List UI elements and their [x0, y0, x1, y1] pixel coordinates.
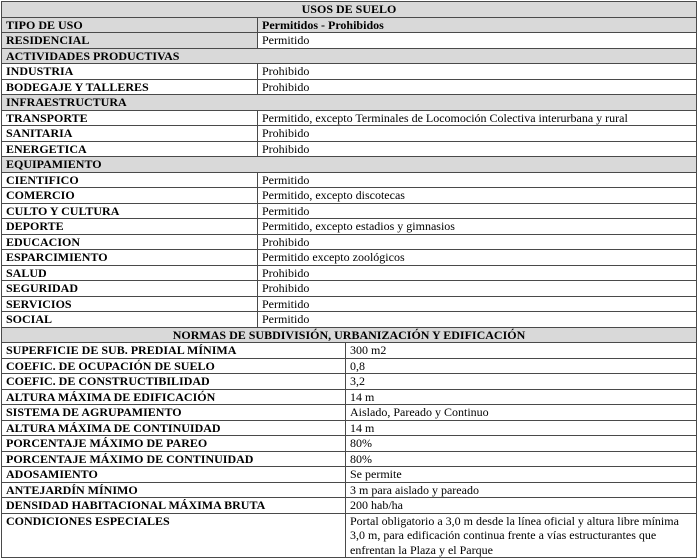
- row-label: ADOSAMIENTO: [2, 467, 346, 483]
- table-row: [2, 33, 697, 49]
- category-label: EQUIPAMIENTO: [2, 157, 697, 173]
- row-label: CIENTIFICO: [2, 172, 258, 188]
- row-label: SUPERFICIE DE SUB. PREDIAL MÍNIMA: [2, 343, 346, 359]
- row-label: CULTO Y CULTURA: [2, 203, 258, 219]
- table-row: [2, 451, 697, 467]
- row-value: 3 m para aislado y pareado: [346, 482, 697, 498]
- row-value: Se permite: [346, 467, 697, 483]
- row-label: COMERCIO: [2, 188, 258, 204]
- category-row: [2, 95, 697, 111]
- column-header-permitidos-prohibidos: Permitidos - Prohibidos: [258, 17, 697, 33]
- table-row: [2, 203, 697, 219]
- table-row: [2, 405, 697, 421]
- row-value: Permitido: [258, 203, 697, 219]
- row-label: ALTURA MÁXIMA DE EDIFICACIÓN: [2, 389, 346, 405]
- table-row: [2, 265, 697, 281]
- usos-de-suelo-table: [1, 1, 697, 328]
- row-value: 14 m: [346, 389, 697, 405]
- table-row: [2, 219, 697, 235]
- table-row: [2, 358, 697, 374]
- row-label: ESPARCIMIENTO: [2, 250, 258, 266]
- row-label: SOCIAL: [2, 312, 258, 328]
- table-row: [2, 467, 697, 483]
- row-value: Prohibido: [258, 281, 697, 297]
- row-value: Permitido: [258, 33, 697, 49]
- row-label: BODEGAJE Y TALLERES: [2, 79, 258, 95]
- row-value: Permitido: [258, 172, 697, 188]
- row-label: INDUSTRIA: [2, 64, 258, 80]
- table-row: [2, 420, 697, 436]
- row-label: SEGURIDAD: [2, 281, 258, 297]
- row-value: Prohibido: [258, 265, 697, 281]
- row-value: Permitido: [258, 312, 697, 328]
- row-label: SALUD: [2, 265, 258, 281]
- row-value: 200 hab/ha: [346, 498, 697, 514]
- table-row: [2, 296, 697, 312]
- row-value: Aislado, Pareado y Continuo: [346, 405, 697, 421]
- row-value: Prohibido: [258, 141, 697, 157]
- row-label: ALTURA MÁXIMA DE CONTINUIDAD: [2, 420, 346, 436]
- table-row: [2, 141, 697, 157]
- row-value: Permitido: [258, 296, 697, 312]
- row-label: SANITARIA: [2, 126, 258, 142]
- row-label: PORCENTAJE MÁXIMO DE PAREO: [2, 436, 346, 452]
- row-label: PORCENTAJE MÁXIMO DE CONTINUIDAD: [2, 451, 346, 467]
- category-row: [2, 157, 697, 173]
- table-title-row: [2, 2, 697, 18]
- row-value: Prohibido: [258, 64, 697, 80]
- row-label: DEPORTE: [2, 219, 258, 235]
- row-value: Permitido excepto zoológicos: [258, 250, 697, 266]
- row-value: Prohibido: [258, 126, 697, 142]
- row-value: 300 m2: [346, 343, 697, 359]
- usos-table-title: USOS DE SUELO: [2, 2, 697, 18]
- row-label: COEFIC. DE OCUPACIÓN DE SUELO: [2, 358, 346, 374]
- table-row: [2, 172, 697, 188]
- table-row: [2, 188, 697, 204]
- row-label: SISTEMA DE AGRUPAMIENTO: [2, 405, 346, 421]
- row-label: SERVICIOS: [2, 296, 258, 312]
- table-row: [2, 343, 697, 359]
- table-row: [2, 374, 697, 390]
- table-row: [2, 281, 697, 297]
- row-label: DENSIDAD HABITACIONAL MÁXIMA BRUTA: [2, 498, 346, 514]
- column-header-row: [2, 17, 697, 33]
- table-row: [2, 389, 697, 405]
- row-label: COEFIC. DE CONSTRUCTIBILIDAD: [2, 374, 346, 390]
- table-row: [2, 110, 697, 126]
- row-value: 0,8: [346, 358, 697, 374]
- table-row: [2, 64, 697, 80]
- table-row: [2, 436, 697, 452]
- table-row: [2, 79, 697, 95]
- row-value: Portal obligatorio a 3,0 m desde la línea oficial y altura libre mínima 3,0 m, para edificación continua frente a vías estructurantes que enfrentan la Plaza y el Parque: [346, 513, 697, 558]
- table-title-row: [2, 327, 697, 343]
- row-label: CONDICIONES ESPECIALES: [2, 513, 346, 558]
- row-value: Permitido, excepto discotecas: [258, 188, 697, 204]
- row-label: TRANSPORTE: [2, 110, 258, 126]
- category-row: [2, 48, 697, 64]
- table-row: [2, 312, 697, 328]
- category-label: INFRAESTRUCTURA: [2, 95, 697, 111]
- column-header-tipo-de-uso: TIPO DE USO: [2, 17, 258, 33]
- row-value: Prohibido: [258, 79, 697, 95]
- table-row: [2, 234, 697, 250]
- table-row: [2, 126, 697, 142]
- row-value: Permitido, excepto Terminales de Locomoción Colectiva interurbana y rural: [258, 110, 697, 126]
- row-value: 14 m: [346, 420, 697, 436]
- normas-table: [1, 327, 697, 559]
- table-row: [2, 498, 697, 514]
- row-label: ENERGETICA: [2, 141, 258, 157]
- row-value: Prohibido: [258, 234, 697, 250]
- row-label: RESIDENCIAL: [2, 33, 258, 49]
- row-value: 3,2: [346, 374, 697, 390]
- row-value: 80%: [346, 451, 697, 467]
- table-row: [2, 482, 697, 498]
- row-value: 80%: [346, 436, 697, 452]
- table-row: [2, 250, 697, 266]
- row-value: Permitido, excepto estadios y gimnasios: [258, 219, 697, 235]
- normas-table-title: NORMAS DE SUBDIVISIÓN, URBANIZACIÓN Y EDIFICACIÓN: [2, 327, 697, 343]
- row-label: ANTEJARDÍN MÍNIMO: [2, 482, 346, 498]
- category-label: ACTIVIDADES PRODUCTIVAS: [2, 48, 697, 64]
- row-label: EDUCACION: [2, 234, 258, 250]
